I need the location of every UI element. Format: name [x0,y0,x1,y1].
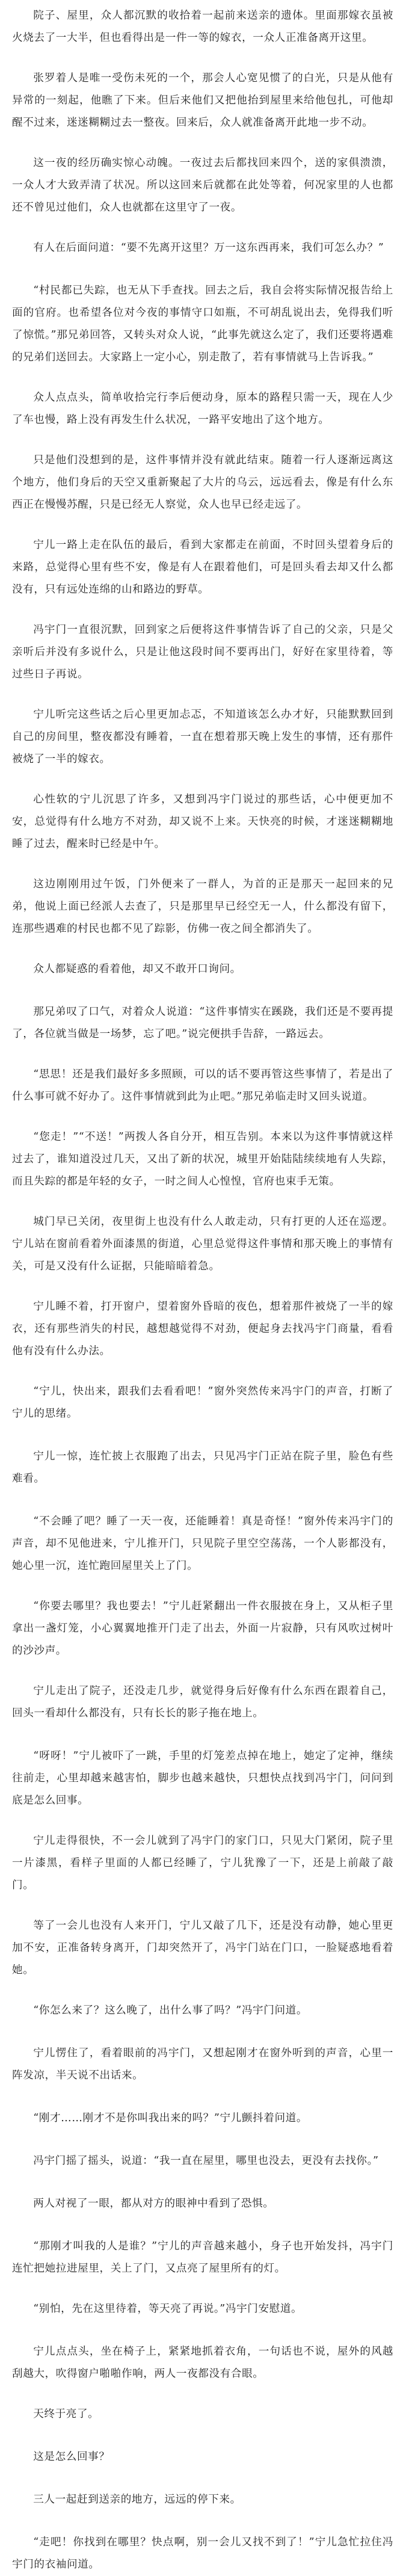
paragraph: “不会睡了吧？睡了一天一夜，还能睡着！真是奇怪！”窗外传来冯宇门的声音，却不见他进来，宁儿推开门，只见院子里空空荡荡，一个人影都没有，她心里一沉，连忙跑回屋里关上了门。 [12,1515,393,1572]
paragraph: 宁儿点点头，坐在椅子上，紧紧地抓着衣角，一句话也不说，屋外的风越刮越大，吹得窗户啪啪作响，两人一夜都没有合眼。 [12,2346,393,2380]
paragraph: 冯宇门摇了摇头，说道：“我一直在屋里，哪里也没去，更没有去找你。” [33,2155,379,2167]
paragraph: 众人都疑惑的看着他，却又不敢开口询问。 [33,963,241,975]
paragraph: 这一夜的经历确实惊心动魄。一夜过去后都找回来四个，送的家俱溃溃，一众人才大致弄清了状况。所以这回来后就都在此处等着，何况家里的人也都还不曾见过他们，众人也就都在这里守了一夜。 [12,157,393,214]
paragraph: 宁儿走出了院子，还没走几步，就觉得身后好像有什么东西在跟着自己，回头一看却什么都没有，只有长长的影子拖在地上。 [12,1685,393,1719]
paragraph: 心性软的宁儿沉思了许多，又想到冯宇门说过的那些话，心中便更加不安，总觉得有什么地方不对劲，却又说不上来。天快亮的时候，才迷迷糊糊地睡了过去，醒来时已经是中午。 [12,793,393,850]
paragraph: “宁儿，快出来，跟我们去看看吧！”窗外突然传来冯宇门的声音，打断了宁儿的思绪。 [12,1385,393,1420]
paragraph: “走吧！你找到在哪里？快点啊，别一会儿又找不到了！”宁儿急忙拉住冯宇门的衣袖问道。 [12,2536,393,2571]
paragraph: 城门早已关闭，夜里街上也没有什么人敢走动，只有打更的人还在巡逻。宁儿站在窗前看着外面漆黑的街道，心里总觉得这件事情和那天晚上的事情有关，可是又没有什么证据，只能暗暗着急。 [12,1216,393,1272]
paragraph: 宁儿走得很快，不一会儿就到了冯宇门的家门口，只见大门紧闭，院子里一片漆黑，看样子里面的人都已经睡了，宁儿犹豫了一下，还是上前敲了敲门。 [12,1835,393,1891]
paragraph: 宁儿一路上走在队伍的最后，看到大家都走在前面，不时回头望着身后的来路，总觉得心里有些不安，像是有人在跟着他们，可是回头看去却又什么都没有，只有远处连绵的山和路边的野草。 [12,539,393,596]
paragraph: “您走！”“不送！”两拨人各自分开，相互告别。本来以为这件事情就这样过去了，谁知道没过几天，又出了新的状况，城里开始陆陆续续地有人失踪，而且失踪的都是年轻的女子，一时之间人心惶惶，官府也束手无策。 [12,1131,393,1188]
paragraph: 众人点点头，简单收拾完行李后便动身，原本的路程只需一天，现在人少了车也慢，路上没有再发生什么状况，一路平安地出了这个地方。 [12,392,393,426]
paragraph: “别怕，先在这里待着，等天亮了再说。”冯宇门安慰道。 [33,2303,303,2315]
paragraph: “你要去哪里？我也要去！”宁儿赶紧翻出一件衣服披在身上，又从柜子里拿出一盏灯笼，小心翼翼地推开门走了出去，外面一片寂静，只有风吹过树叶的沙沙声。 [12,1600,393,1657]
paragraph: 宁儿愣住了，看着眼前的冯宇门，又想起刚才在窗外听到的声音，心里一阵发凉，半天说不出话来。 [12,2047,393,2081]
paragraph: 宁儿听完这些话之后心里更加忐忑，不知道该怎么办才好，只能默默回到自己的房间里，整夜都没有睡着，一直在想着那天晚上发生的事情，还有那件被烧了一半的嫁衣。 [12,709,393,765]
paragraph: 等了一会儿也没有人来开门，宁儿又敲了几下，还是没有动静，她心里更加不安，正准备转身离开，门却突然开了，冯宇门站在门口，一脸疑惑地看着她。 [12,1920,393,1976]
paragraph: “呀呀！”宁儿被吓了一跳，手里的灯笼差点掉在地上，她定了定神，继续往前走，心里却越来越害怕，脚步也越来越快，只想快点找到冯宇门，问问到底是怎么回事。 [12,1750,393,1807]
paragraph: “思思！还是我们最好多多照顾，可以的话不要再管这些事情了，若是出了什么事可就不好办了。这件事情就到此为止吧。”那兄弟临走时又回头说道。 [12,1068,393,1103]
paragraph: 两人对视了一眼，都从对方的眼神中看到了恐惧。 [33,2198,274,2210]
paragraph: 宁儿睡不着，打开窗户，望着窗外昏暗的夜色，想着那件被烧了一半的嫁衣，还有那些消失的村民，越想越觉得不对劲，便起身去找冯宇门商量，看看他有没有什么办法。 [12,1301,393,1357]
paragraph: 冯宇门一直很沉默，回到家之后便将这件事情告诉了自己的父亲，只是父亲听后并没有多说什么，只是让他这段时间不要再出门，好好在家里待着，等过些日子再说。 [12,624,393,680]
paragraph: 只是他们没想到的是，这件事情并没有就此结束。随着一行人逐渐远离这个地方，他们身后的天空又重新聚起了大片的乌云，远远看去，像是有什么东西正在慢慢苏醒，只是已经无人察觉，众人也早已经走远了。 [12,454,393,511]
paragraph: 那兄弟叹了口气，对着众人说道：“这件事情实在蹊跷，我们还是不要再提了，各位就当做是一场梦，忘了吧。”说完便拱手告辞，一路远去。 [12,1006,393,1040]
paragraph: 院子、屋里，众人都沉默的收拾着一起前来送亲的遗体。里面那嫁衣虽被火烧去了一大半，但也看得出是一件一等的嫁衣，一众人正准备离开这里。 [12,10,393,44]
article-body [12,5,393,2576]
paragraph: “刚才……刚才不是你叫我出来的吗？”宁儿颤抖着问道。 [33,2112,308,2124]
paragraph: 天终于亮了。 [33,2408,99,2420]
paragraph: 这边刚刚用过午饭，门外便来了一群人，为首的正是那天一起回来的兄弟，他说上面已经派人去查了，只是那里早已经空无一人，什么都没有留下，连那些遇难的村民也都不见了踪影，仿佛一夜之间全都消失了。 [12,878,393,935]
paragraph: “那刚才叫我的人是谁？”宁儿的声音越来越小，身子也开始发抖，冯宇门连忙把她拉进屋里，关上了门，又点亮了屋里所有的灯。 [12,2240,393,2275]
paragraph: 三人一起赶到送亲的地方，远远的停下来。 [33,2494,241,2506]
paragraph: 这是怎么回事？ [33,2451,110,2463]
paragraph: “村民都已失踪，也无从下手查找。回去之后，我自会将实际情况报告给上面的官府。也希望各位对今夜的事情守口如瓶，不可胡乱说出去，免得我们听了惊慌。”那兄弟回答，又转头对众人说，“此事先就这么定了，我们还要将遇难的兄弟们送回去。大家路上一定小心，别走散了，若有事情就马上告诉我。” [12,285,393,363]
paragraph: 有人在后面问道：“要不先离开这里？万一这东西再来，我们可怎么办？” [33,242,384,254]
paragraph: “你怎么来了？这么晚了，出什么事了吗？”冯宇门问道。 [33,2004,308,2017]
paragraph: 张罗着人是唯一受伤未死的一个，那会人心宽见惯了的白光，只是从他有异常的一刻起，他瞧了下来。但后来他们又把他抬到屋里来给他包扎，可他却醒不过来，迷迷糊糊过去一整夜。回来后，众人就准备离开此地一步不动。 [12,72,393,129]
paragraph: 宁儿一惊，连忙披上衣服跑了出去，只见冯宇门正站在院子里，脸色有些难看。 [12,1450,393,1485]
